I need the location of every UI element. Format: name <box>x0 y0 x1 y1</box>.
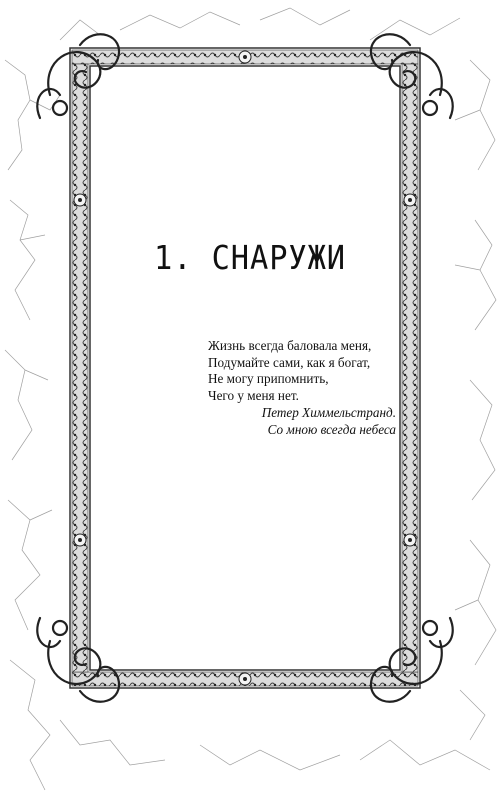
epigraph-attribution <box>262 405 396 438</box>
epigraph-line: Жизнь всегда баловала меня, <box>208 338 372 353</box>
epigraph-line: Чего у меня нет. <box>208 387 299 403</box>
epigraph <box>208 338 398 404</box>
epigraph-author: Петер Химмельстранд. <box>261 405 396 420</box>
chapter-title: 1. СНАРУЖИ <box>154 238 346 277</box>
epigraph-line: Не могу припомнить, <box>208 371 329 387</box>
epigraph-line: Подумайте сами, как я богат, <box>208 354 371 370</box>
epigraph-source: Со мною всегда небеса <box>267 421 396 437</box>
